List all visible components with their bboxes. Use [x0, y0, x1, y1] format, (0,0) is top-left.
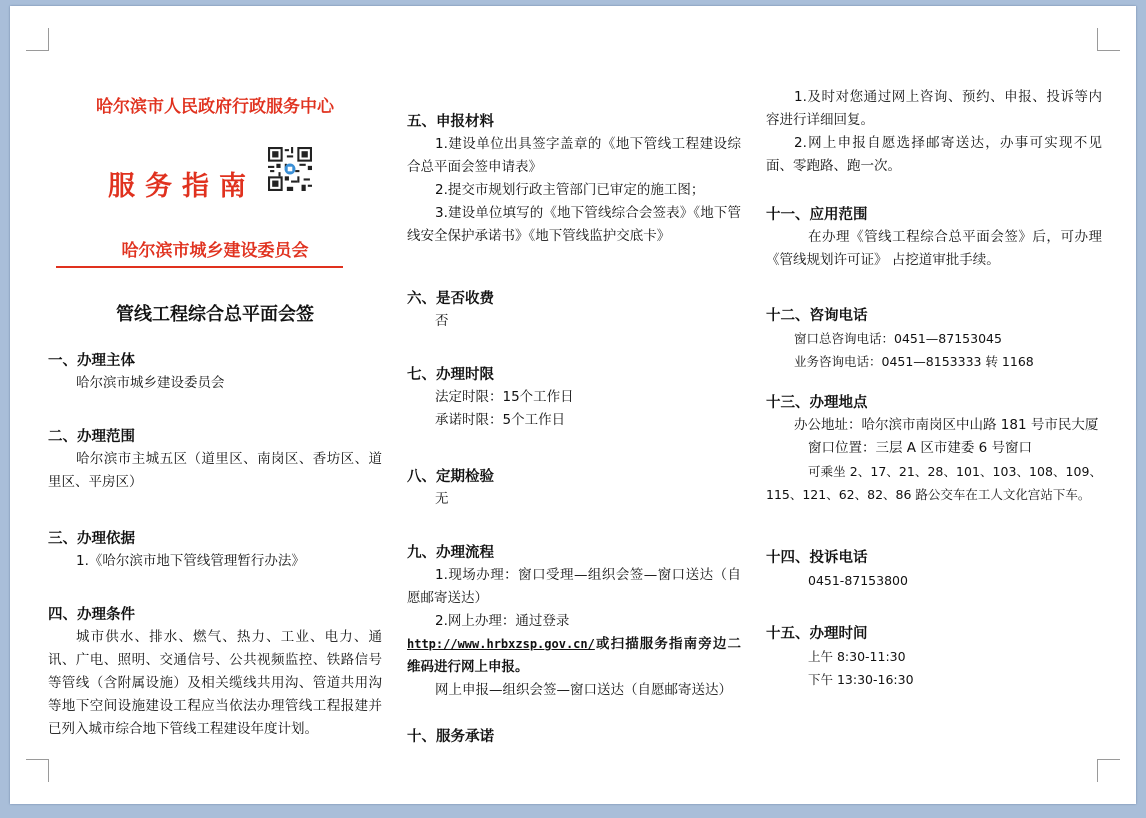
- afternoon-hours: 下午 13:30-16:30: [808, 672, 914, 687]
- section-conditions: [48, 603, 382, 741]
- section-title: 四、办理条件: [48, 606, 135, 623]
- section-title: 十五、办理时间: [766, 625, 868, 642]
- window-phone: 窗口总咨询电话：0451—87153045: [794, 331, 1002, 346]
- section-title: 六、是否收费: [407, 290, 494, 307]
- material-item: 3.建设单位填写的《地下管线综合会签表》《地下管线安全保护承诺书》《地下管线监护交底卡》: [407, 205, 741, 244]
- section-title: 九、办理流程: [407, 544, 494, 561]
- online-flow: 网上申报—组织会签—窗口送达（自愿邮寄送达）: [435, 682, 732, 698]
- service-guide-title: 服务指南: [108, 171, 256, 202]
- material-item: 1.建设单位出具签字盖章的《地下管线工程建设综合总平面会签申请表》: [407, 136, 741, 175]
- online-service-link[interactable]: http://www.hrbxzsp.gov.cn/: [407, 637, 595, 651]
- crop-mark-bottom-left: [26, 759, 49, 782]
- promise-time-limit: 承诺时限：5个工作日: [435, 412, 566, 428]
- commitment-item: 1.及时对您通过网上咨询、预约、申报、投诉等内容进行详细回复。: [766, 89, 1102, 128]
- section-basis: [48, 527, 382, 573]
- section-body: 在办理《管线工程综合总平面会签》后，可办理《管线规划许可证》 占挖道审批手续。: [766, 229, 1102, 268]
- commitment-item: 2.网上申报自愿选择邮寄送达，办事可实现不见面、零跑路、跑一次。: [766, 135, 1102, 174]
- complaint-phone: 0451-87153800: [808, 573, 908, 588]
- onsite-process: 1.现场办理：窗口受理—组织会签—窗口送达（自愿邮寄送达）: [407, 567, 741, 606]
- section-body: 1.《哈尔滨市地下管线管理暂行办法》: [76, 553, 305, 569]
- section-title: 八、定期检验: [407, 468, 494, 485]
- section-title: 五、申报材料: [407, 113, 494, 130]
- section-title: 十二、咨询电话: [766, 307, 868, 324]
- commitment-items: [766, 86, 1102, 178]
- dept-name: 哈尔滨市城乡建设委员会: [121, 241, 309, 261]
- section-title: 二、办理范围: [48, 428, 135, 445]
- online-process-intro: 2.网上办理：通过登录: [435, 613, 570, 629]
- section-complaint-phone: [766, 546, 1102, 592]
- online-instruction: 或扫描服务指南旁边二维码进行网上申报。: [407, 636, 741, 675]
- window-location: 窗口位置：三层 A 区市建委 6 号窗口: [808, 440, 1032, 456]
- section-process: [407, 541, 741, 702]
- section-body: 城市供水、排水、燃气、热力、工业、电力、通讯、广电、照明、交通信号、公共视频监控、铁路信号等管线（含附属设施）及相关缆线共用沟、管道共用沟等地下空间设施建设工程应当依法办理管线工程报建并已列入城市综合地下管线工程建设年度计划。: [48, 629, 382, 737]
- section-title: 三、办理依据: [48, 530, 135, 547]
- legal-time-limit: 法定时限：15个工作日: [435, 389, 574, 405]
- doc-title: 管线工程综合总平面会签: [116, 304, 314, 325]
- section-title: 七、办理时限: [407, 366, 494, 383]
- section-materials: [407, 110, 741, 248]
- section-body: 否: [435, 313, 449, 329]
- bus-routes: 可乘坐 2、17、21、28、101、103、108、109、115、121、62、82、86 路公交车在工人文化宫站下车。: [766, 464, 1102, 502]
- crop-mark-top-left: [26, 28, 49, 51]
- section-fee: [407, 287, 741, 333]
- morning-hours: 上午 8:30-11:30: [808, 649, 906, 664]
- section-title: 十四、投诉电话: [766, 549, 868, 566]
- section-title: 十、服务承诺: [407, 728, 494, 745]
- section-scope: [48, 425, 382, 494]
- crop-mark-bottom-right: [1097, 759, 1120, 782]
- section-body: 无: [435, 491, 449, 507]
- section-application: [766, 203, 1102, 272]
- section-consult-phone: [766, 304, 1102, 373]
- section-time-limit: [407, 363, 741, 432]
- section-title: 十三、办理地点: [766, 394, 868, 411]
- section-title: 十一、应用范围: [766, 206, 868, 223]
- section-subject: [48, 349, 382, 395]
- title-divider: [56, 266, 343, 268]
- qr-code-icon[interactable]: [268, 147, 312, 191]
- material-item: 2.提交市规划行政主管部门已审定的施工图；: [435, 182, 705, 198]
- section-body: 哈尔滨市城乡建设委员会: [76, 375, 225, 391]
- section-location: [766, 391, 1102, 506]
- business-phone: 业务咨询电话：0451—8153333 转 1168: [794, 354, 1034, 369]
- org-name: 哈尔滨市人民政府行政服务中心: [96, 97, 334, 117]
- crop-mark-top-right: [1097, 28, 1120, 51]
- section-title: 一、办理主体: [48, 352, 135, 369]
- document-page: [10, 6, 1136, 804]
- office-address: 办公地址：哈尔滨市南岗区中山路 181 号市民大厦: [794, 417, 1099, 433]
- section-commitment: [407, 725, 741, 748]
- section-hours: [766, 622, 1102, 691]
- section-inspection: [407, 465, 741, 511]
- section-body: 哈尔滨市主城五区（道里区、南岗区、香坊区、道里区、平房区）: [48, 451, 382, 490]
